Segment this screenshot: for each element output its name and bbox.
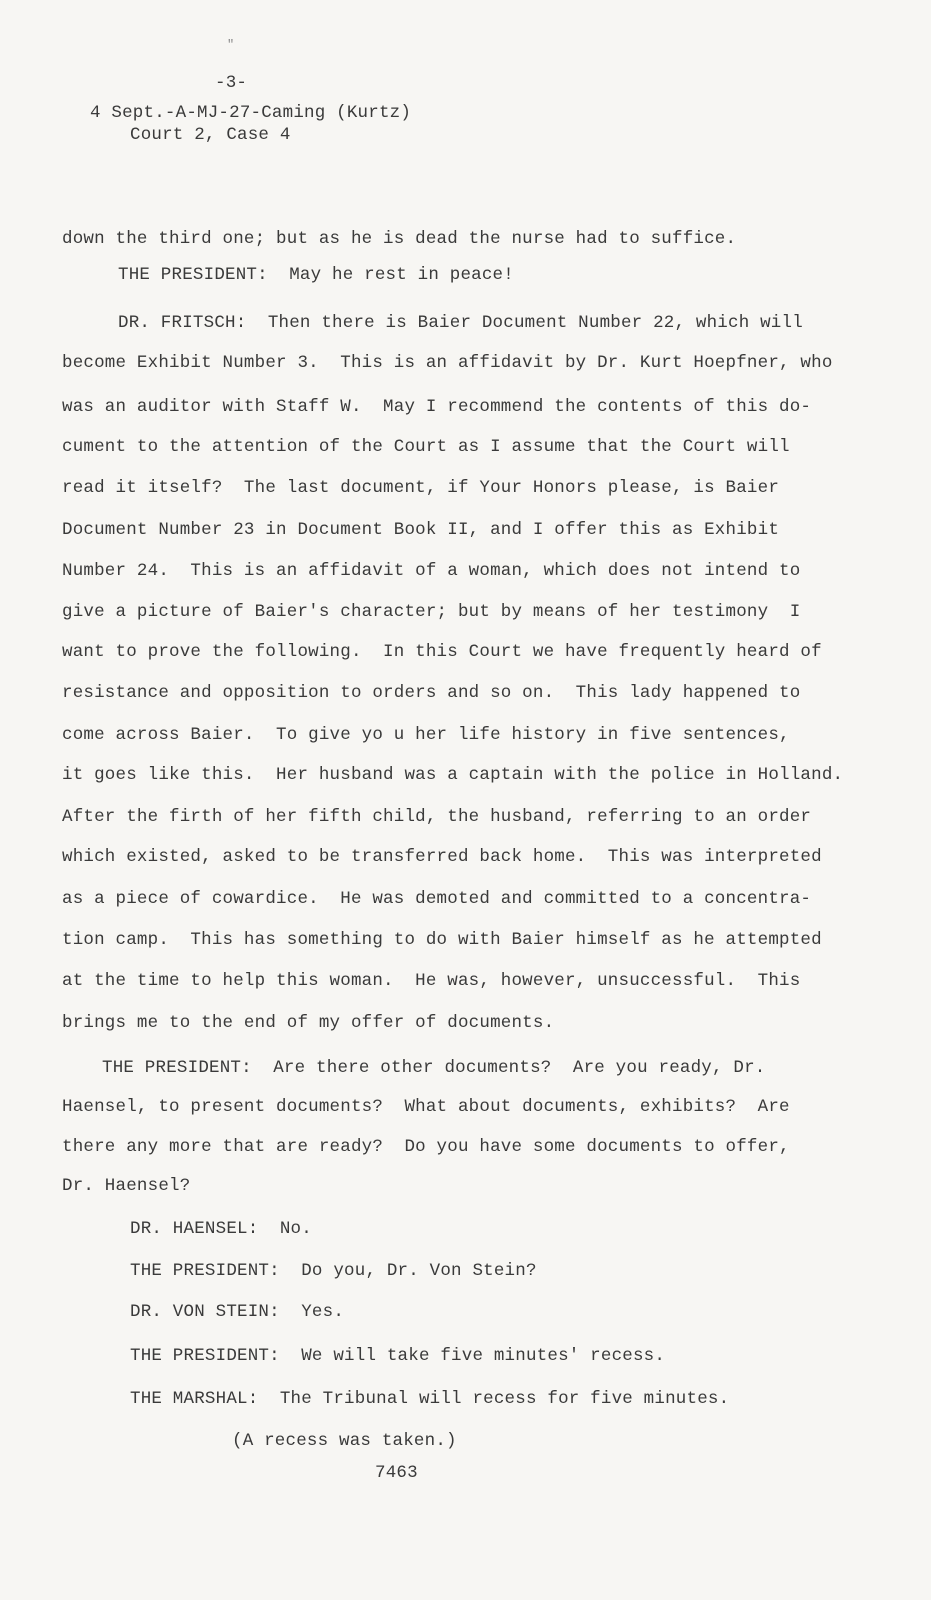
body-line: was an auditor with Staff W. May I recommend the contents of this do-	[62, 397, 812, 417]
body-line: THE PRESIDENT: We will take five minutes' recess.	[130, 1346, 666, 1366]
body-line: THE PRESIDENT: Are there other documents? Are you ready, Dr.	[102, 1058, 766, 1078]
body-line: resistance and opposition to orders and so on. This lady happened to	[62, 683, 801, 703]
page-number-bottom: 7463	[375, 1463, 418, 1483]
body-line: DR. HAENSEL: No.	[130, 1219, 312, 1239]
body-line: brings me to the end of my offer of documents.	[62, 1013, 555, 1033]
body-line: give a picture of Baier's character; but by means of her testimony I	[62, 602, 801, 622]
recess-note: (A recess was taken.)	[232, 1431, 457, 1451]
header-reference: 4 Sept.-A-MJ-27-Caming (Kurtz)	[90, 103, 412, 123]
body-line: come across Baier. To give yo u her life history in five sentences,	[62, 725, 790, 745]
body-line: at the time to help this woman. He was, however, unsuccessful. This	[62, 971, 801, 991]
body-line: which existed, asked to be transferred back home. This was interpreted	[62, 847, 822, 867]
body-line: THE PRESIDENT: Do you, Dr. Von Stein?	[130, 1261, 537, 1281]
body-line: there any more that are ready? Do you have some documents to offer,	[62, 1137, 790, 1157]
page-number-top: -3-	[215, 73, 248, 93]
body-line: want to prove the following. In this Court we have frequently heard of	[62, 642, 822, 662]
body-line: it goes like this. Her husband was a captain with the police in Holland.	[62, 765, 844, 785]
body-line: DR. VON STEIN: Yes.	[130, 1302, 345, 1322]
body-line: Dr. Haensel?	[62, 1176, 191, 1196]
body-line: Number 24. This is an affidavit of a woman, which does not intend to	[62, 561, 801, 581]
body-line: down the third one; but as he is dead the nurse had to suffice.	[62, 229, 737, 249]
body-line: After the firth of her fifth child, the husband, referring to an order	[62, 807, 812, 827]
body-line: tion camp. This has something to do with Baier himself as he attempted	[62, 930, 822, 950]
body-line: Document Number 23 in Document Book II, and I offer this as Exhibit	[62, 520, 780, 540]
stray-mark: "	[227, 38, 235, 52]
body-line: Haensel, to present documents? What about documents, exhibits? Are	[62, 1097, 790, 1117]
body-line: as a piece of cowardice. He was demoted and committed to a concentra-	[62, 889, 812, 909]
body-line: cument to the attention of the Court as I assume that the Court will	[62, 437, 790, 457]
body-line: THE PRESIDENT: May he rest in peace!	[118, 265, 514, 285]
body-line: DR. FRITSCH: Then there is Baier Document Number 22, which will	[118, 313, 803, 333]
body-line: read it itself? The last document, if Your Honors please, is Baier	[62, 478, 780, 498]
body-line: become Exhibit Number 3. This is an affidavit by Dr. Kurt Hoepfner, who	[62, 353, 833, 373]
header-court: Court 2, Case 4	[130, 125, 291, 145]
body-line: THE MARSHAL: The Tribunal will recess for five minutes.	[130, 1389, 730, 1409]
